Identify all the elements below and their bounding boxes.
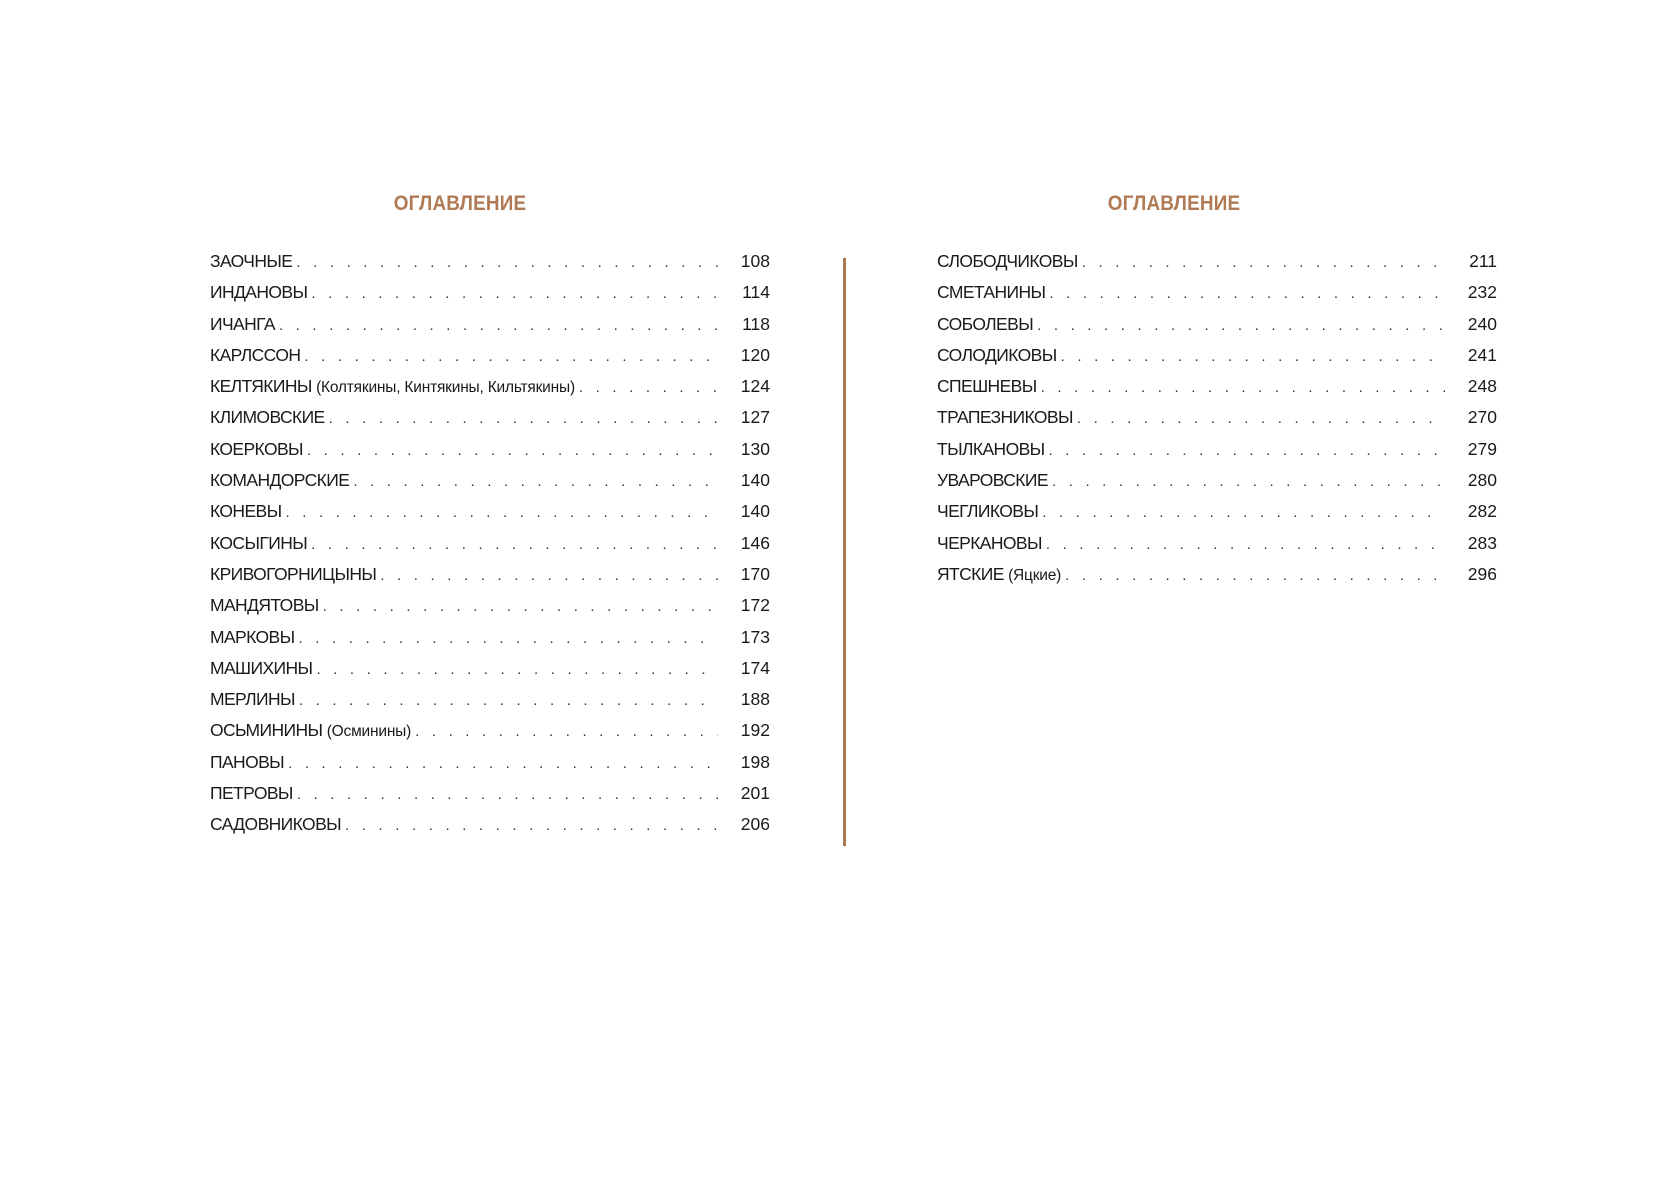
toc-entry-name: [937, 500, 1038, 522]
toc-entry-surname: ИЧАНГА: [210, 313, 275, 334]
left-page-title: ОГЛАВЛЕНИЕ: [393, 192, 527, 215]
toc-entry-surname: МЕРЛИНЫ: [210, 689, 295, 710]
toc-entry-page-number: 173: [740, 626, 770, 647]
toc-entry-page-number: 118: [742, 313, 770, 334]
toc-dot-leader: [296, 252, 718, 274]
toc-entry-page-number: 296: [1467, 563, 1497, 584]
toc-dot-leader: [311, 283, 718, 305]
toc-entry-page-number: 240: [1467, 313, 1497, 334]
toc-dot-leader: [329, 408, 718, 430]
toc-dot-leader: [323, 596, 718, 618]
toc-entry-surname: СОБОЛЕВЫ: [937, 313, 1034, 334]
toc-entry-page-number: 211: [1469, 251, 1497, 271]
toc-entry-page-number: 146: [740, 532, 770, 553]
toc-entry-name: [210, 813, 341, 835]
toc-entry-page-number: 232: [1467, 282, 1497, 303]
toc-entry-name: [210, 594, 319, 616]
toc-entry[interactable]: [210, 406, 770, 437]
toc-dot-leader: [579, 377, 718, 399]
toc-entry-page-number: 270: [1467, 407, 1497, 428]
toc-entry-surname: КЛИМОВСКИЕ: [210, 407, 325, 428]
toc-entry-surname: ЧЕГЛИКОВЫ: [937, 501, 1039, 522]
toc-entry-name: [210, 751, 284, 773]
toc-entry-surname: СПЕШНЕВЫ: [937, 376, 1037, 397]
toc-entry-page-number: 201: [740, 783, 770, 804]
toc-dot-leader: [288, 753, 718, 775]
page-divider: [843, 258, 846, 846]
toc-dot-leader: [1041, 377, 1445, 399]
toc-entry-page-number: 108: [740, 251, 770, 271]
toc-entry[interactable]: [210, 281, 770, 312]
toc-entry-name: [210, 406, 325, 428]
toc-entry-surname: МАРКОВЫ: [210, 626, 295, 647]
toc-entry-surname: ОСЬМИНИНЫ: [210, 720, 323, 741]
toc-entry-surname: СМЕТАНИНЫ: [937, 282, 1046, 303]
toc-entry-page-number: 206: [740, 814, 770, 835]
toc-entry-variants: (Яцкие): [1008, 566, 1062, 584]
toc-entry-surname: КОНЕВЫ: [210, 501, 282, 522]
toc-entry-page-number: 130: [740, 438, 770, 459]
toc-entry-surname: ЯТСКИЕ: [937, 563, 1004, 584]
toc-entry-surname: КРИВОГОРНИЦЫНЫ: [210, 563, 377, 584]
toc-entry-page-number: 248: [1467, 376, 1497, 397]
toc-entry[interactable]: [937, 375, 1497, 406]
toc-entry[interactable]: [210, 469, 770, 500]
toc-entry[interactable]: [210, 438, 770, 469]
toc-entry-surname: КОМАНДОРСКИЕ: [210, 470, 350, 491]
toc-entry[interactable]: [937, 563, 1497, 594]
toc-entry-surname: ТРАПЕЗНИКОВЫ: [937, 407, 1073, 428]
toc-entry[interactable]: [210, 813, 770, 844]
toc-entry[interactable]: [210, 500, 770, 531]
toc-entry[interactable]: [210, 375, 770, 406]
toc-entry-name: [937, 406, 1073, 428]
toc-dot-leader: [1049, 283, 1445, 305]
toc-entry[interactable]: [210, 563, 770, 594]
toc-entry[interactable]: [937, 500, 1497, 531]
toc-dot-leader: [353, 471, 718, 493]
toc-dot-leader: [316, 659, 718, 681]
toc-dot-leader: [279, 315, 718, 337]
toc-dot-leader: [1042, 502, 1445, 524]
toc-entry[interactable]: [210, 626, 770, 657]
toc-entry-name: [210, 281, 307, 303]
toc-entry-name: [210, 719, 411, 743]
toc-entry-page-number: 114: [742, 282, 770, 303]
toc-entry-name: [210, 469, 349, 491]
toc-entry-page-number: 282: [1467, 501, 1497, 522]
toc-entry-variants: (Осминины): [326, 723, 412, 741]
toc-entry[interactable]: [937, 532, 1497, 563]
toc-entry[interactable]: [210, 313, 770, 344]
toc-entry-surname: ПЕТРОВЫ: [210, 783, 293, 804]
toc-dot-leader: [1065, 565, 1445, 587]
toc-dot-leader: [304, 346, 718, 368]
toc-entry-surname: СЛОБОДЧИКОВЫ: [937, 251, 1078, 271]
toc-entry-page-number: 127: [740, 407, 770, 428]
right-toc-list: [937, 250, 1497, 594]
toc-entry-variants: (Колтякины, Кинтякины, Кильтякины): [316, 379, 575, 397]
toc-entry-name: [937, 532, 1042, 554]
toc-entry-surname: ЧЕРКАНОВЫ: [937, 532, 1042, 553]
toc-entry-name: [937, 281, 1045, 303]
toc-entry-name: [937, 375, 1037, 397]
toc-dot-leader: [1077, 408, 1445, 430]
toc-entry-surname: СОЛОДИКОВЫ: [937, 344, 1057, 365]
toc-entry-surname: ИНДАНОВЫ: [210, 282, 308, 303]
right-page-title: ОГЛАВЛЕНИЕ: [1107, 192, 1241, 215]
toc-entry-name: [210, 313, 275, 335]
toc-dot-leader: [1046, 534, 1445, 556]
toc-dot-leader: [1082, 252, 1445, 274]
toc-entry-surname: ТЫЛКАНОВЫ: [937, 438, 1045, 459]
toc-entry-name: [937, 469, 1048, 491]
toc-entry-name: [210, 626, 295, 648]
toc-entry[interactable]: [210, 751, 770, 782]
toc-dot-leader: [415, 721, 718, 743]
toc-entry-page-number: 120: [740, 344, 770, 365]
toc-entry[interactable]: [210, 782, 770, 813]
toc-entry-surname: КОЕРКОВЫ: [210, 438, 303, 459]
toc-entry-surname: МАШИХИНЫ: [210, 657, 313, 678]
toc-entry-page-number: 188: [740, 689, 770, 710]
toc-entry-name: [210, 250, 292, 272]
toc-dot-leader: [380, 565, 718, 587]
toc-dot-leader: [1052, 471, 1445, 493]
toc-entry-name: [210, 657, 312, 679]
toc-entry-name: [210, 438, 303, 460]
toc-entry-page-number: 140: [740, 501, 770, 522]
toc-entry-surname: КОСЫГИНЫ: [210, 532, 308, 553]
toc-entry-page-number: 140: [740, 470, 770, 491]
toc-dot-leader: [311, 534, 718, 556]
toc-entry-name: [937, 344, 1057, 366]
toc-entry-page-number: 170: [740, 563, 770, 584]
toc-entry-name: [937, 250, 1078, 272]
toc-entry-page-number: 283: [1467, 532, 1497, 553]
toc-entry-surname: ЗАОЧНЫЕ: [210, 251, 293, 271]
toc-dot-leader: [297, 784, 718, 806]
toc-entry[interactable]: [937, 469, 1497, 500]
toc-dot-leader: [285, 502, 718, 524]
toc-dot-leader: [1049, 440, 1445, 462]
toc-entry-name: [210, 375, 575, 399]
toc-entry[interactable]: [937, 438, 1497, 469]
toc-entry-surname: КАРЛССОН: [210, 344, 301, 365]
toc-dot-leader: [307, 440, 718, 462]
toc-entry-surname: МАНДЯТОВЫ: [210, 595, 319, 616]
toc-dot-leader: [1037, 315, 1445, 337]
toc-entry[interactable]: [937, 406, 1497, 437]
toc-entry-page-number: 198: [740, 751, 770, 772]
toc-dot-leader: [299, 690, 718, 712]
toc-dot-leader: [1061, 346, 1445, 368]
toc-entry[interactable]: [210, 594, 770, 625]
toc-entry[interactable]: [210, 250, 770, 281]
toc-entry-name: [937, 438, 1045, 460]
toc-dot-leader: [299, 628, 719, 650]
toc-entry[interactable]: [937, 313, 1497, 344]
toc-entry[interactable]: [210, 344, 770, 375]
toc-entry-name: [210, 500, 281, 522]
toc-dot-leader: [345, 815, 718, 837]
toc-entry-page-number: 241: [1467, 344, 1497, 365]
toc-entry-name: [210, 563, 376, 585]
toc-entry-surname: ПАНОВЫ: [210, 751, 285, 772]
toc-entry-surname: УВАРОВСКИЕ: [937, 470, 1048, 491]
toc-entry-page-number: 172: [740, 595, 770, 616]
toc-entry-page-number: 192: [740, 720, 770, 741]
toc-entry-page-number: 279: [1467, 438, 1497, 459]
toc-entry[interactable]: [937, 281, 1497, 312]
left-toc-list: [210, 250, 770, 845]
toc-entry[interactable]: [937, 250, 1497, 281]
toc-entry[interactable]: [210, 657, 770, 688]
toc-entry[interactable]: [937, 344, 1497, 375]
toc-entry[interactable]: [210, 719, 770, 750]
toc-entry-page-number: 280: [1467, 470, 1497, 491]
toc-entry-name: [937, 313, 1033, 335]
toc-entry-surname: САДОВНИКОВЫ: [210, 814, 342, 835]
toc-entry-name: [210, 782, 293, 804]
toc-entry-page-number: 174: [740, 657, 770, 678]
toc-entry[interactable]: [210, 532, 770, 563]
toc-entry-name: [210, 344, 300, 366]
toc-entry-name: [937, 563, 1061, 587]
toc-entry-name: [210, 688, 295, 710]
toc-entry-name: [210, 532, 307, 554]
toc-entry-page-number: 124: [740, 376, 770, 397]
toc-entry-surname: КЕЛТЯКИНЫ: [210, 376, 312, 397]
toc-entry[interactable]: [210, 688, 770, 719]
